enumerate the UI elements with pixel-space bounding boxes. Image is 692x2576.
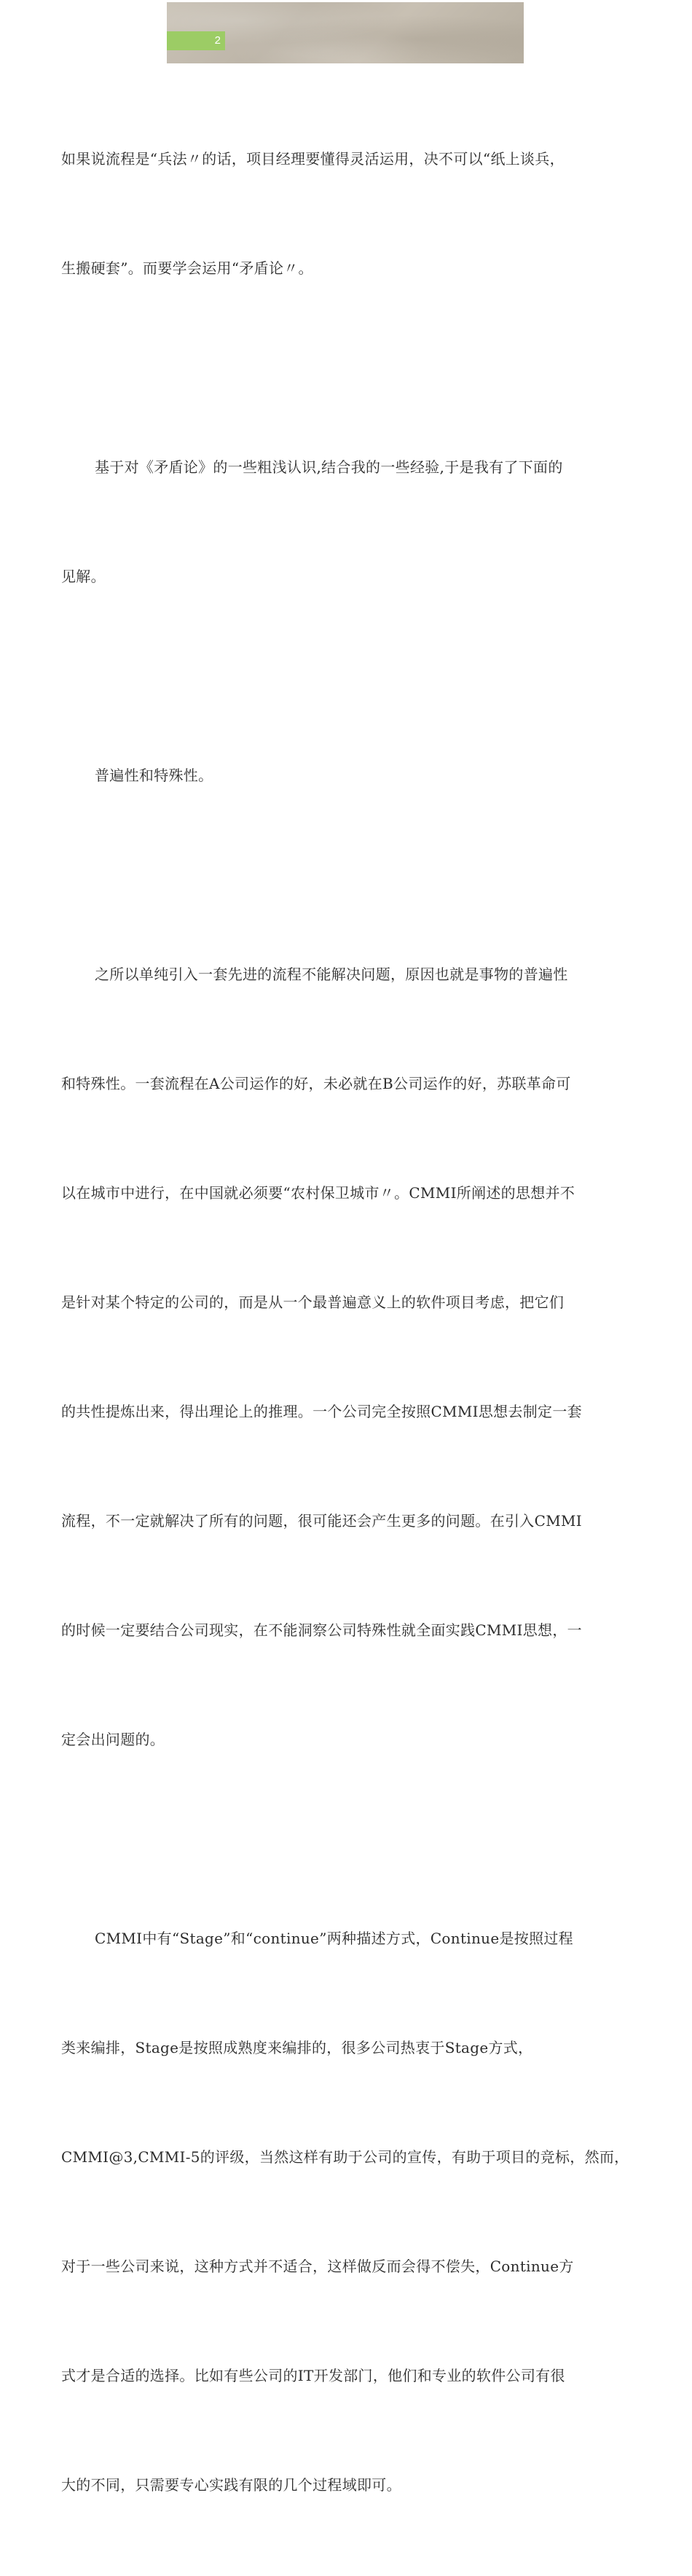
text-line: 的时候一定要结合公司现实，在不能洞察公司特殊性就全面实践CMMI思想，一 xyxy=(61,1621,582,1639)
paragraph xyxy=(61,68,637,359)
text-line: 和特殊性。一套流程在A公司运作的好，未必就在B公司运作的好，苏联革命可 xyxy=(61,1075,571,1092)
paragraph xyxy=(61,376,637,668)
text-line: 以在城市中进行，在中国就必须要“农村保卫城市〃。CMMI所阐述的思想并不 xyxy=(61,1184,575,1202)
text-line: 之所以单纯引入一套先进的流程不能解决问题，原因也就是事物的普遍性 xyxy=(95,966,568,983)
text-line: 普遍性和特殊性。 xyxy=(95,767,213,784)
header-banner xyxy=(167,2,524,63)
text-line: 见解。 xyxy=(61,568,106,585)
paragraph xyxy=(61,883,637,1831)
text-line: 定会出问题的。 xyxy=(61,1731,165,1748)
paragraph xyxy=(61,1847,637,2576)
text-line: 流程，不一定就解决了所有的问题，很可能还会产生更多的问题。在引入CMMI xyxy=(61,1512,582,1530)
text-line: 生搬硬套”。而要学会运用“矛盾论〃。 xyxy=(61,259,313,277)
text-line: 的共性提炼出来，得出理论上的推理。一个公司完全按照CMMI思想去制定一套 xyxy=(61,1403,582,1420)
text-line: CMMI@3,CMMI-5的评级，当然这样有助于公司的宣传，有助于项目的竞标，然而， xyxy=(61,2148,629,2166)
text-line: 对于一些公司来说，这种方式并不适合，这样做反而会得不偿失，Continue方 xyxy=(61,2258,574,2275)
text-line: 是针对某个特定的公司的，而是从一个最普遍意义上的软件项目考虑，把它们 xyxy=(61,1293,565,1311)
text-line: 式才是合适的选择。比如有些公司的IT开发部门，他们和专业的软件公司有很 xyxy=(61,2367,565,2384)
page-number-badge xyxy=(167,31,225,50)
text-line: 大的不同，只需要专心实践有限的几个过程域即可。 xyxy=(61,2476,401,2494)
text-line: 如果说流程是“兵法〃的话，项目经理要懂得灵活运用，决不可以“纸上谈兵， xyxy=(61,150,565,168)
text-line: 基于对《矛盾论》的一些粗浅认识,结合我的一些经验,于是我有了下面的 xyxy=(95,458,563,476)
section-heading xyxy=(61,684,637,866)
document-body xyxy=(61,68,637,2576)
text-line: CMMI中有“Stage”和“continue”两种描述方式，Continue是按照过程 xyxy=(95,1930,573,1947)
text-line: 类来编排，Stage是按照成熟度来编排的，很多公司热衷于Stage方式， xyxy=(61,2039,533,2056)
page-number: 2 xyxy=(214,34,221,47)
